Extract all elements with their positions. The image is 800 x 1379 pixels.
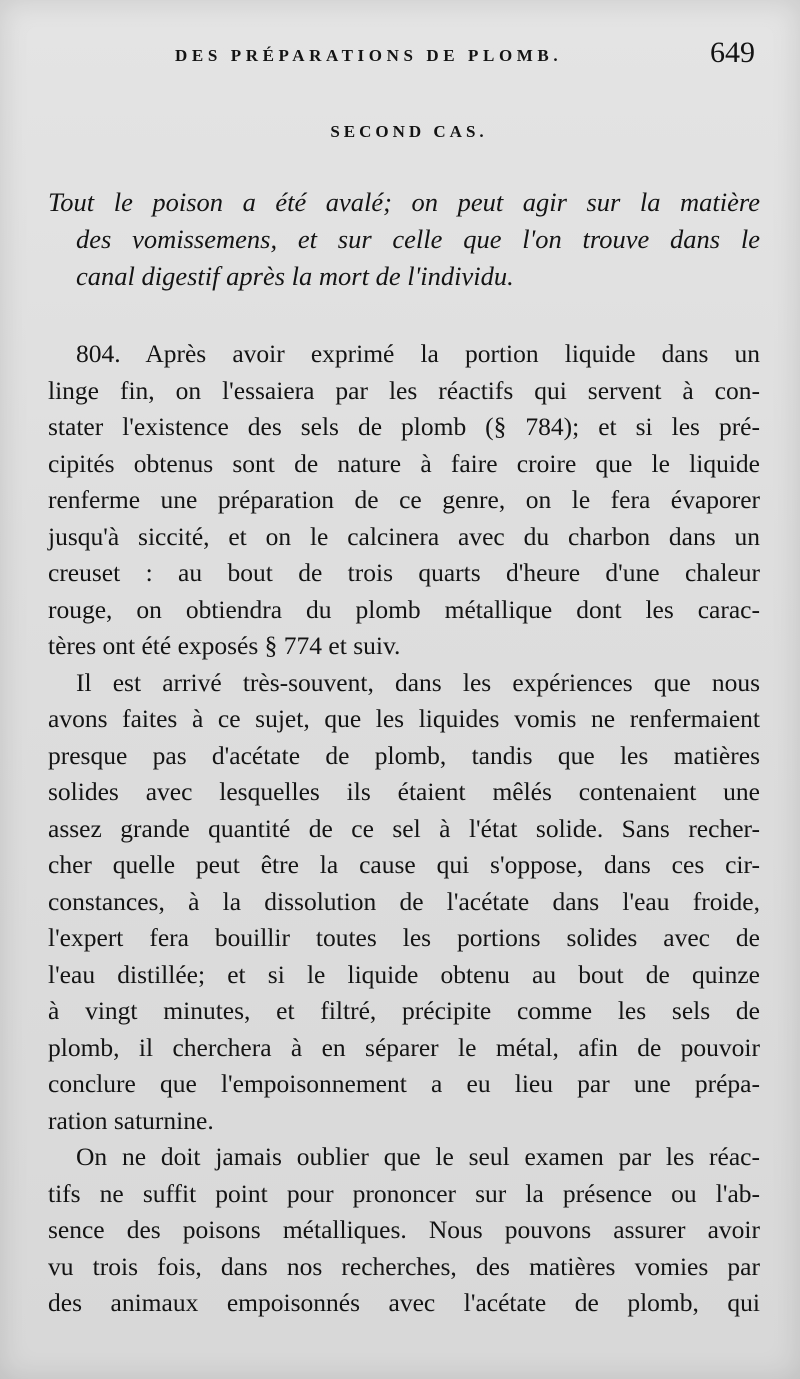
body-text [48,336,760,1322]
text-line: conclure que l'empoisonnement a eu lieu par une prépa- [48,1069,760,1098]
text-line: avons faites à ce sujet, que les liquides vomis ne renfermaient [48,704,760,733]
text-line: assez grande quantité de ce sel à l'état solide. Sans recher- [48,813,760,843]
paragraph-804 [48,336,760,665]
text-line: renferme une préparation de ce genre, on le fera évaporer [48,485,760,514]
text-line: des animaux empoisonnés avec l'acétate de plomb, qui [48,1288,760,1317]
text-line: creuset : au bout de trois quarts d'heure d'une chaleur [48,558,760,587]
text-line: sence des poisons métalliques. Nous pouvons assurer avoir [48,1215,760,1244]
text-line: On ne doit jamais oublier que le seul examen par les réac- [76,1142,760,1171]
summary-line: canal digestif après la mort de l'individu. [76,261,514,291]
text-line: jusqu'à siccité, et on le calcinera avec du charbon dans un [48,521,760,551]
text-line: ration saturnine. [48,1105,214,1135]
section-heading: SECOND CAS. [330,122,488,141]
summary-line: des vomissemens, et sur celle que l'on trouve dans le [76,224,760,254]
running-head [0,36,800,80]
text-line: 804. Après avoir exprimé la portion liquide dans un [76,339,760,368]
paragraph [48,665,760,1140]
section-summary [48,184,760,295]
text-line: cipités obtenus sont de nature à faire croire que le liquide [48,448,760,478]
text-line: tifs ne suffit point pour prononcer sur la présence ou l'ab- [48,1178,760,1208]
text-line: tères ont été exposés § 774 et suiv. [48,631,401,660]
text-line: plomb, il cherchera à en séparer le métal, afin de pouvoir [48,1032,760,1062]
text-line: presque pas d'acétate de plomb, tandis que les matières [48,740,760,770]
text-line: l'expert fera bouillir toutes les portions solides avec de [48,923,760,952]
text-line: vu trois fois, dans nos recherches, des matières vomies par [48,1251,760,1281]
text-line: constances, à la dissolution de l'acétate dans l'eau froide, [48,886,760,916]
text-line: solides avec lesquelles ils étaient mêlés contenaient une [48,777,760,806]
text-line: cher quelle peut être la cause qui s'oppose, dans ces cir- [48,850,760,879]
text-line: linge fin, on l'essaiera par les réactifs qui servent à con- [48,375,760,405]
text-line: Il est arrivé très-souvent, dans les expériences que nous [76,667,760,697]
page-number: 649 [710,36,755,69]
paragraph [48,1139,760,1322]
summary-line: Tout le poison a été avalé; on peut agir sur la matière [48,187,760,217]
text-line: rouge, on obtiendra du plomb métallique dont les carac- [48,594,760,624]
text-line: l'eau distillée; et si le liquide obtenu au bout de quinze [48,959,760,989]
text-line: stater l'existence des sels de plomb (§ 784); et si les pré- [48,412,760,441]
running-title: DES PRÉPARATIONS DE PLOMB. [175,46,563,65]
text-line: à vingt minutes, et filtré, précipite comme les sels de [48,996,760,1025]
